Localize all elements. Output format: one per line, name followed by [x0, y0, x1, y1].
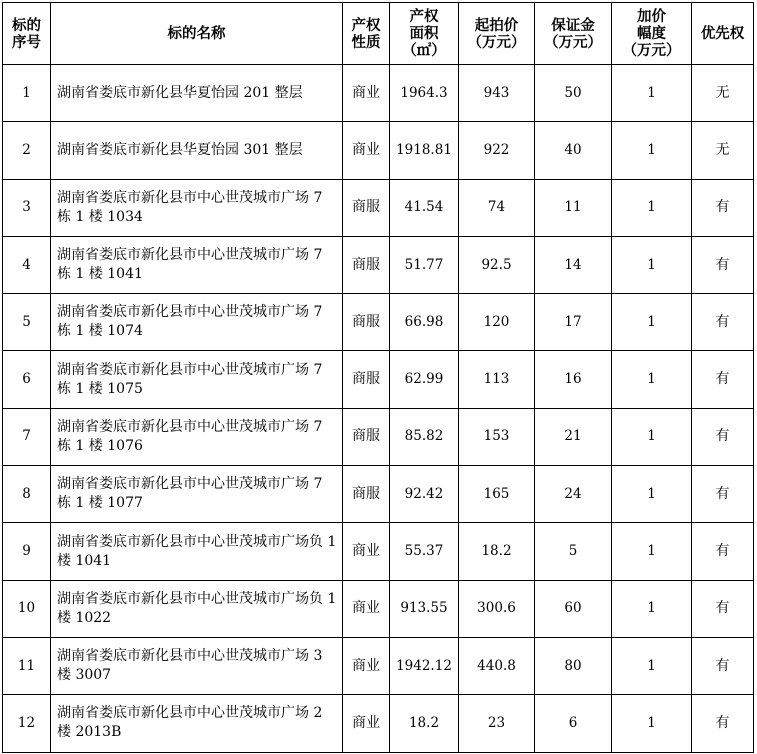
cell-seq: 11	[3, 637, 51, 694]
table-row	[3, 351, 754, 408]
cell-price: 74	[459, 179, 535, 236]
cell-name: 湖南省娄底市新化县市中心世茂城市广场 3 楼 3007	[51, 637, 343, 694]
cell-nature: 商服	[343, 179, 390, 236]
cell-priority: 有	[692, 523, 754, 580]
cell-seq: 7	[3, 408, 51, 465]
cell-seq: 4	[3, 236, 51, 293]
cell-seq: 6	[3, 351, 51, 408]
cell-price: 113	[459, 351, 535, 408]
cell-name: 湖南省娄底市新化县市中心世茂城市广场负 1 楼 1022	[51, 580, 343, 637]
header-deposit: 保证金 （万元）	[535, 3, 612, 65]
cell-area: 18.2	[390, 695, 459, 752]
cell-nature: 商业	[343, 637, 390, 694]
cell-increment: 1	[612, 122, 692, 179]
table-row	[3, 122, 754, 179]
cell-priority: 有	[692, 351, 754, 408]
cell-increment: 1	[612, 351, 692, 408]
table-row	[3, 236, 754, 293]
cell-deposit: 11	[535, 179, 612, 236]
cell-nature: 商服	[343, 408, 390, 465]
cell-price: 23	[459, 695, 535, 752]
cell-area: 41.54	[390, 179, 459, 236]
table-row	[3, 408, 754, 465]
cell-deposit: 40	[535, 122, 612, 179]
cell-nature: 商业	[343, 65, 390, 122]
cell-increment: 1	[612, 580, 692, 637]
table-row	[3, 580, 754, 637]
cell-deposit: 5	[535, 523, 612, 580]
auction-table	[2, 2, 754, 753]
cell-increment: 1	[612, 637, 692, 694]
cell-nature: 商业	[343, 523, 390, 580]
header-priority: 优先权	[692, 3, 754, 65]
cell-deposit: 80	[535, 637, 612, 694]
cell-priority: 无	[692, 65, 754, 122]
cell-area: 85.82	[390, 408, 459, 465]
cell-deposit: 60	[535, 580, 612, 637]
cell-priority: 有	[692, 179, 754, 236]
cell-seq: 2	[3, 122, 51, 179]
cell-seq: 8	[3, 466, 51, 523]
cell-area: 51.77	[390, 236, 459, 293]
cell-price: 153	[459, 408, 535, 465]
cell-price: 300.6	[459, 580, 535, 637]
cell-nature: 商业	[343, 695, 390, 752]
table-row	[3, 637, 754, 694]
cell-price: 943	[459, 65, 535, 122]
cell-name: 湖南省娄底市新化县市中心世茂城市广场 7 栋 1 楼 1074	[51, 294, 343, 351]
cell-priority: 有	[692, 294, 754, 351]
cell-price: 922	[459, 122, 535, 179]
cell-priority: 有	[692, 580, 754, 637]
cell-seq: 12	[3, 695, 51, 752]
cell-price: 92.5	[459, 236, 535, 293]
cell-increment: 1	[612, 179, 692, 236]
cell-nature: 商服	[343, 236, 390, 293]
header-area: 产权 面积 （㎡）	[390, 3, 459, 65]
cell-name: 湖南省娄底市新化县市中心世茂城市广场 7 栋 1 楼 1075	[51, 351, 343, 408]
cell-area: 1964.3	[390, 65, 459, 122]
cell-deposit: 21	[535, 408, 612, 465]
table-row	[3, 294, 754, 351]
cell-name: 湖南省娄底市新化县华夏怡园 301 整层	[51, 122, 343, 179]
table-row	[3, 523, 754, 580]
cell-deposit: 16	[535, 351, 612, 408]
cell-increment: 1	[612, 65, 692, 122]
cell-seq: 5	[3, 294, 51, 351]
cell-price: 165	[459, 466, 535, 523]
cell-priority: 有	[692, 408, 754, 465]
cell-name: 湖南省娄底市新化县市中心世茂城市广场 7 栋 1 楼 1034	[51, 179, 343, 236]
cell-name: 湖南省娄底市新化县市中心世茂城市广场 7 栋 1 楼 1041	[51, 236, 343, 293]
cell-deposit: 14	[535, 236, 612, 293]
cell-priority: 有	[692, 637, 754, 694]
cell-deposit: 17	[535, 294, 612, 351]
cell-nature: 商业	[343, 122, 390, 179]
cell-deposit: 24	[535, 466, 612, 523]
cell-seq: 3	[3, 179, 51, 236]
header-name: 标的名称	[51, 3, 343, 65]
cell-increment: 1	[612, 466, 692, 523]
cell-seq: 9	[3, 523, 51, 580]
cell-priority: 无	[692, 122, 754, 179]
cell-name: 湖南省娄底市新化县市中心世茂城市广场 2 楼 2013B	[51, 695, 343, 752]
header-seq: 标的 序号	[3, 3, 51, 65]
cell-increment: 1	[612, 236, 692, 293]
cell-area: 62.99	[390, 351, 459, 408]
cell-name: 湖南省娄底市新化县市中心世茂城市广场 7 栋 1 楼 1077	[51, 466, 343, 523]
cell-name: 湖南省娄底市新化县市中心世茂城市广场 7 栋 1 楼 1076	[51, 408, 343, 465]
cell-name: 湖南省娄底市新化县市中心世茂城市广场负 1 楼 1041	[51, 523, 343, 580]
table-row	[3, 65, 754, 122]
header-increment: 加价 幅度 （万元）	[612, 3, 692, 65]
table-row	[3, 179, 754, 236]
cell-price: 440.8	[459, 637, 535, 694]
cell-area: 1942.12	[390, 637, 459, 694]
cell-price: 18.2	[459, 523, 535, 580]
table-row	[3, 466, 754, 523]
cell-area: 913.55	[390, 580, 459, 637]
cell-increment: 1	[612, 294, 692, 351]
cell-name: 湖南省娄底市新化县华夏怡园 201 整层	[51, 65, 343, 122]
cell-price: 120	[459, 294, 535, 351]
cell-deposit: 6	[535, 695, 612, 752]
cell-increment: 1	[612, 523, 692, 580]
cell-increment: 1	[612, 695, 692, 752]
cell-area: 1918.81	[390, 122, 459, 179]
cell-seq: 1	[3, 65, 51, 122]
cell-nature: 商业	[343, 580, 390, 637]
cell-priority: 有	[692, 695, 754, 752]
table-row	[3, 695, 754, 752]
cell-area: 66.98	[390, 294, 459, 351]
cell-seq: 10	[3, 580, 51, 637]
cell-deposit: 50	[535, 65, 612, 122]
cell-nature: 商服	[343, 294, 390, 351]
cell-priority: 有	[692, 466, 754, 523]
header-price: 起拍价 （万元）	[459, 3, 535, 65]
cell-priority: 有	[692, 236, 754, 293]
cell-area: 92.42	[390, 466, 459, 523]
cell-area: 55.37	[390, 523, 459, 580]
cell-increment: 1	[612, 408, 692, 465]
cell-nature: 商服	[343, 466, 390, 523]
header-nature: 产权 性质	[343, 3, 390, 65]
cell-nature: 商服	[343, 351, 390, 408]
header-row	[3, 3, 754, 65]
